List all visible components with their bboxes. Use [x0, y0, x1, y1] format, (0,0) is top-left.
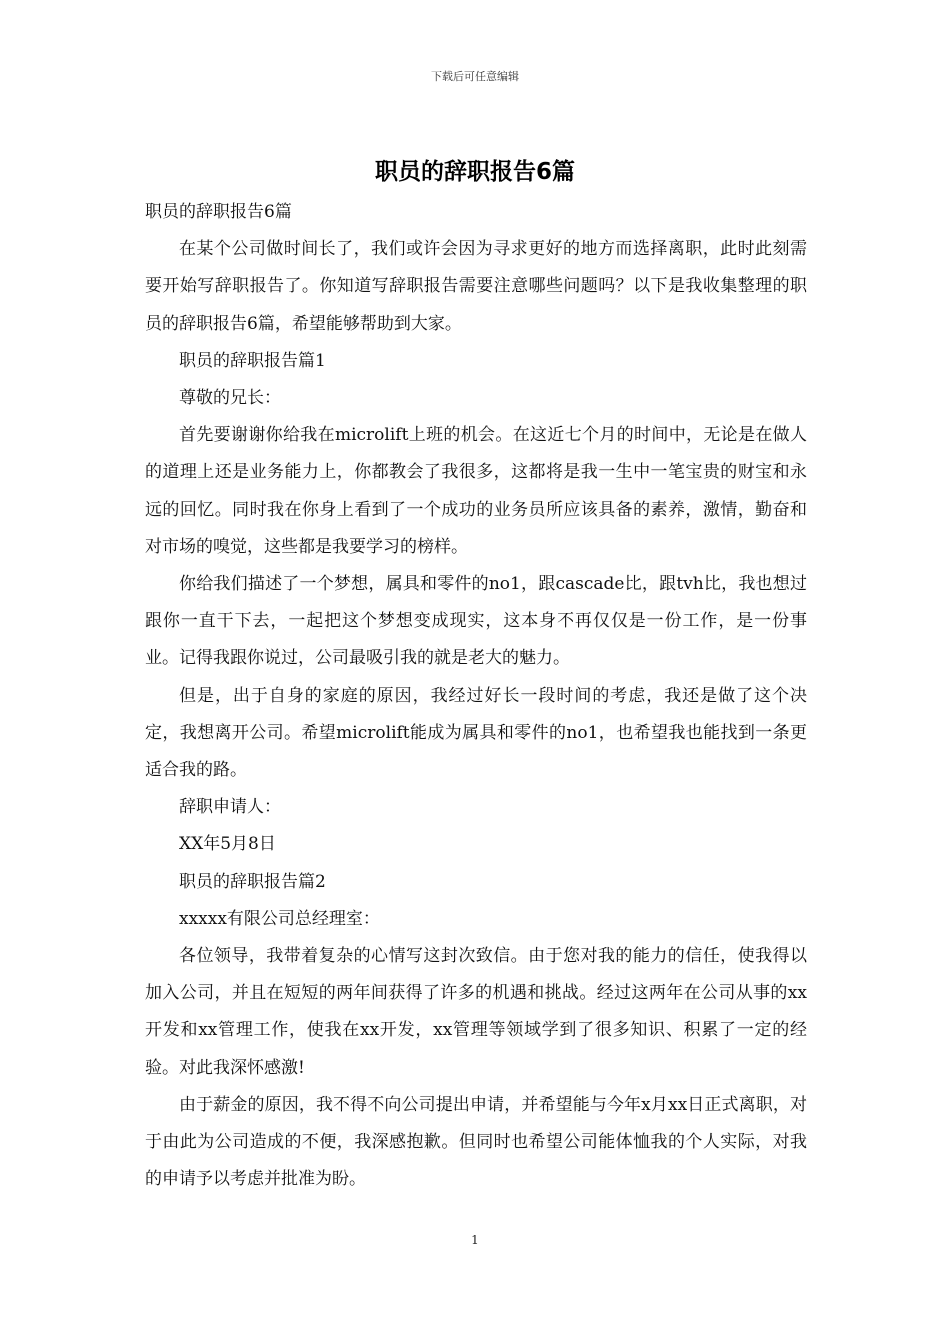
- document-body: [145, 194, 807, 1198]
- section-heading-1: 职员的辞职报告篇1: [179, 350, 326, 371]
- salutation-2: xxxxx有限公司总经理室：: [179, 908, 380, 929]
- page-header-note: 下载后可任意编辑: [431, 70, 519, 83]
- salutation-1: 尊敬的兄长：: [179, 388, 281, 409]
- body-paragraph: 你给我们描述了一个梦想，属具和零件的no1，跟cascade比，跟tvh比，我也想过跟你一直干下去，一起把这个梦想变成现实，这本身不再仅仅是一份工作，是一份事业。记得我跟你说过，公司最吸引我的就是老大的魅力。: [145, 574, 807, 669]
- letter-date: XX年5月8日: [179, 834, 276, 855]
- body-paragraph: 但是，出于自身的家庭的原因，我经过好长一段时间的考虑，我还是做了这个决定，我想离开公司。希望microlift能成为属具和零件的no1，也希望我也能找到一条更适合我的路。: [145, 685, 807, 781]
- subtitle-line: 职员的辞职报告6篇: [145, 202, 292, 222]
- signature-label: 辞职申请人：: [179, 797, 281, 818]
- body-paragraph: 由于薪金的原因，我不得不向公司提出申请，并希望能与今年x月xx日正式离职，对于由此为公司造成的不便，我深感抱歉。但同时也希望公司能体恤我的个人实际，对我的申请予以考虑并批准为盼。: [145, 1094, 807, 1190]
- body-paragraph: 各位领导，我带着复杂的心情写这封次致信。由于您对我的能力的信任，使我得以加入公司，并且在短短的两年间获得了许多的机遇和挑战。经过这两年在公司从事的xx开发和xx管理工作，使我在xx开发，xx管理等领域学到了很多知识、积累了一定的经验。对此我深怀感激!: [145, 946, 807, 1078]
- intro-paragraph: 在某个公司做时间长了，我们或许会因为寻求更好的地方而选择离职，此时此刻需要开始写辞职报告了。你知道写辞职报告需要注意哪些问题吗？以下是我收集整理的职员的辞职报告6篇，希望能够帮助到大家。: [145, 239, 807, 334]
- document-title: 职员的辞职报告6篇: [374, 159, 575, 185]
- body-paragraph: 首先要谢谢你给我在microlift上班的机会。在这近七个月的时间中，无论是在做人的道理上还是业务能力上，你都教会了我很多，这都将是我一生中一笔宝贵的财宝和永远的回忆。同时我在你身上看到了一个成功的业务员所应该具备的素养，激情，勤奋和对市场的嗅觉，这些都是我要学习的榜样。: [145, 425, 807, 557]
- page-number: 1: [471, 1233, 479, 1247]
- section-heading-2: 职员的辞职报告篇2: [179, 871, 326, 892]
